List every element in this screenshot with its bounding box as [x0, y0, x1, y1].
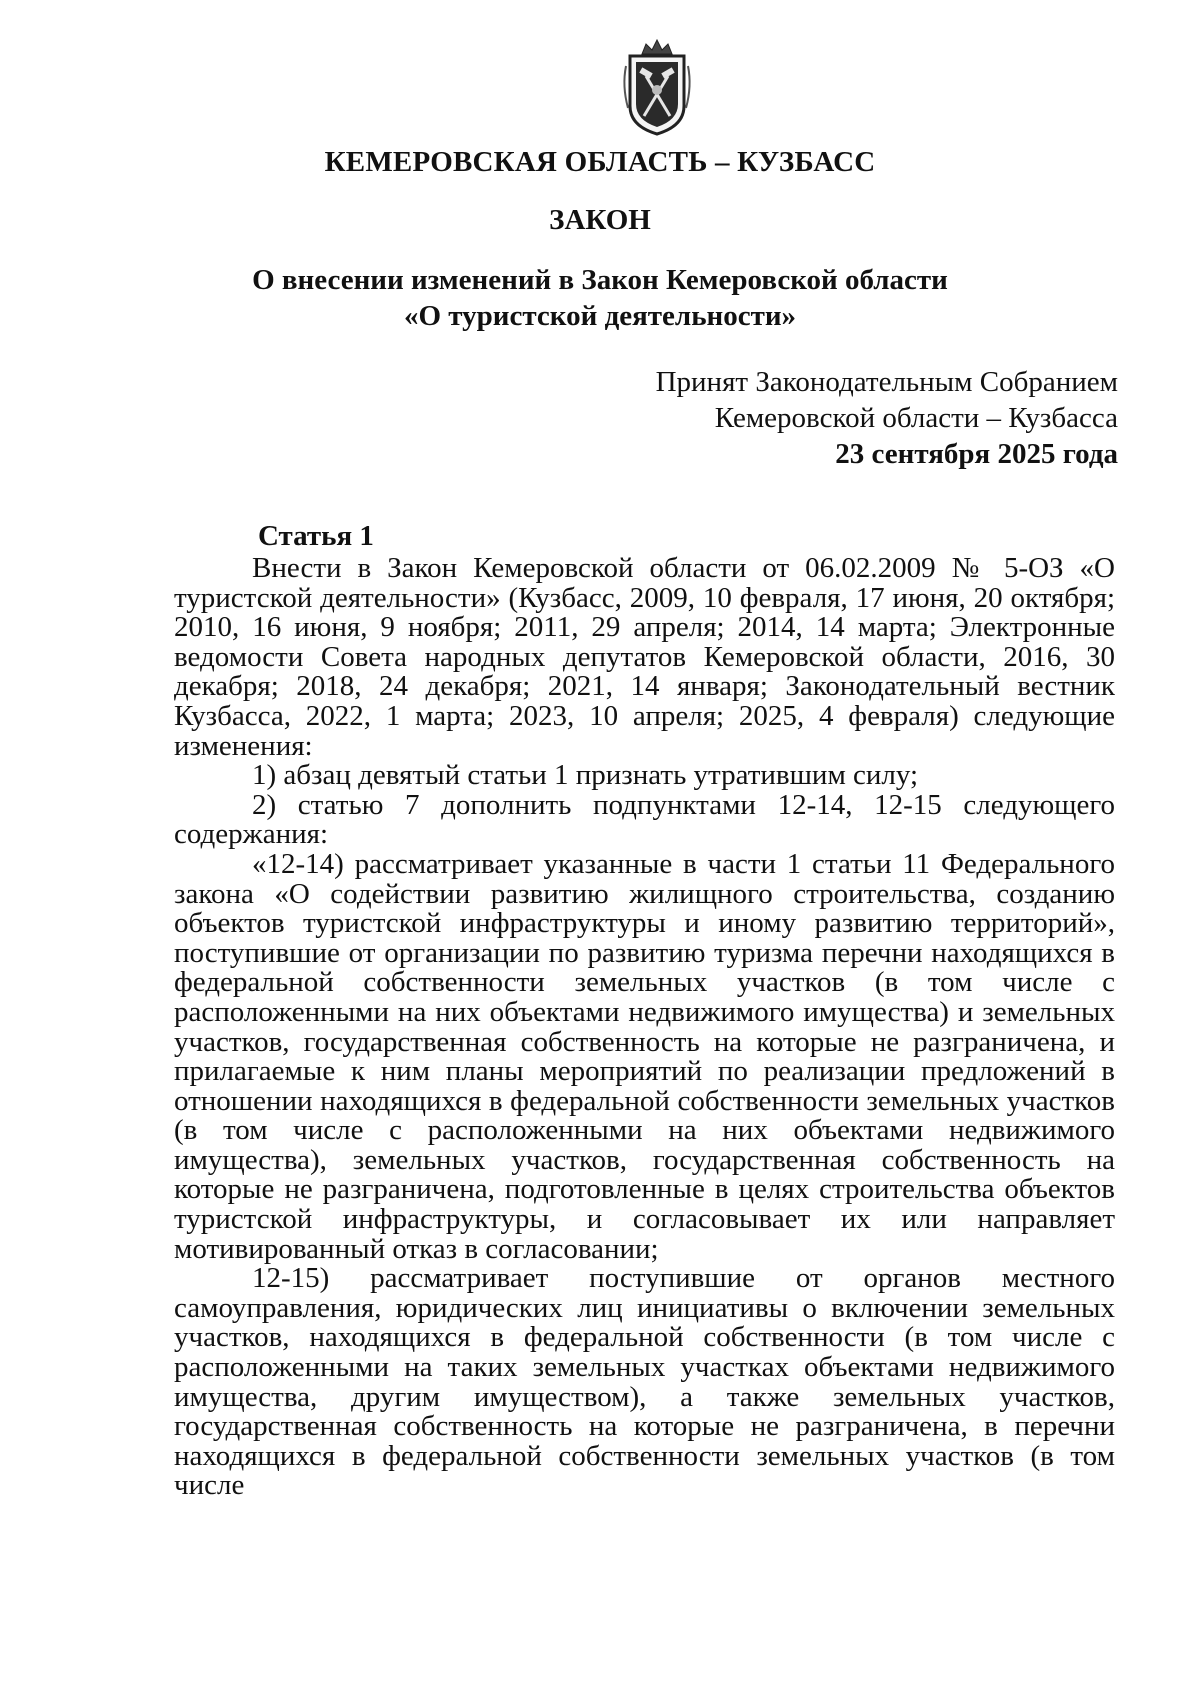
article-body: [174, 554, 1115, 1501]
adoption-block: [656, 364, 1118, 472]
region-name: КЕМЕРОВСКАЯ ОБЛАСТЬ – КУЗБАСС: [324, 146, 876, 178]
article-heading: Статья 1: [258, 520, 374, 552]
adoption-line-2: Кемеровской области – Кузбасса: [714, 402, 1118, 434]
amendment-item-1: 1) абзац девятый статьи 1 признать утратившим силу;: [252, 759, 919, 792]
document-type: ЗАКОН: [549, 204, 651, 236]
adoption-line-1: Принят Законодательным Собранием: [655, 366, 1118, 398]
amendment-item-2: 2) статью 7 дополнить подпунктами 12-14, 12-15 следующего содержания:: [174, 788, 1115, 851]
adoption-date: 23 сентября 2025 года: [835, 438, 1118, 470]
law-title-line-1: О внесении изменений в Закон Кемеровской области: [252, 264, 948, 296]
coat-of-arms-icon: [618, 36, 696, 136]
article-intro-paragraph: Внести в Закон Кемеровской области от 06.02.2009 № 5-ОЗ «О туристской деятельности» (Кузбасс, 2009, 10 февраля, 17 июня, 20 октября; 2010, 16 июня, 9 ноября; 2011, 29 апреля; 2014, 14 марта; Электронные ведомости Совета народных депутатов Кемеровской области, 2016, 30 декабря; 2018, 24 декабря; 2021, 14 января; Законодательный вестник Кузбасса, 2022, 1 марта; 2023, 10 апреля; 2025, 4 февраля) следующие изменения:: [174, 552, 1115, 762]
subparagraph-12-14: «12-14) рассматривает указанные в части 1 статьи 11 Федерального закона «О содействии развитию жилищного строительства, созданию объектов туристской инфраструктуры и иному развитию территорий», поступившие от организации по развитию туризма перечни находящихся в федеральной собственности земельных участков (в том числе с расположенными на них объектами недвижимого имущества) и земельных участков, государственная собственность на которые не разграничена, и прилагаемые к ним планы мероприятий по реализации предложений в отношении находящихся в федеральной собственности земельных участков (в том числе с расположенными на них объектами недвижимого имущества), земельных участков, государственная собственность на которые не разграничена, подготовленные в целях строительства объектов туристской инфраструктуры, и согласовывает их или направляет мотивированный отказ в согласовании;: [174, 847, 1115, 1265]
subparagraph-12-15: 12-15) рассматривает поступившие от органов местного самоуправления, юридических лиц инициативы о включении земельных участков, находящихся в федеральной собственности (в том числе с расположенными на таких земельных участках объектами недвижимого имущества, другим имуществом), а также земельных участков, государственная собственность на которые не разграничена, в перечни находящихся в федеральной собственности земельных участков (в том числе: [174, 1262, 1115, 1502]
law-title-line-2: «О туристской деятельности»: [403, 300, 797, 332]
law-title: [0, 262, 1200, 334]
